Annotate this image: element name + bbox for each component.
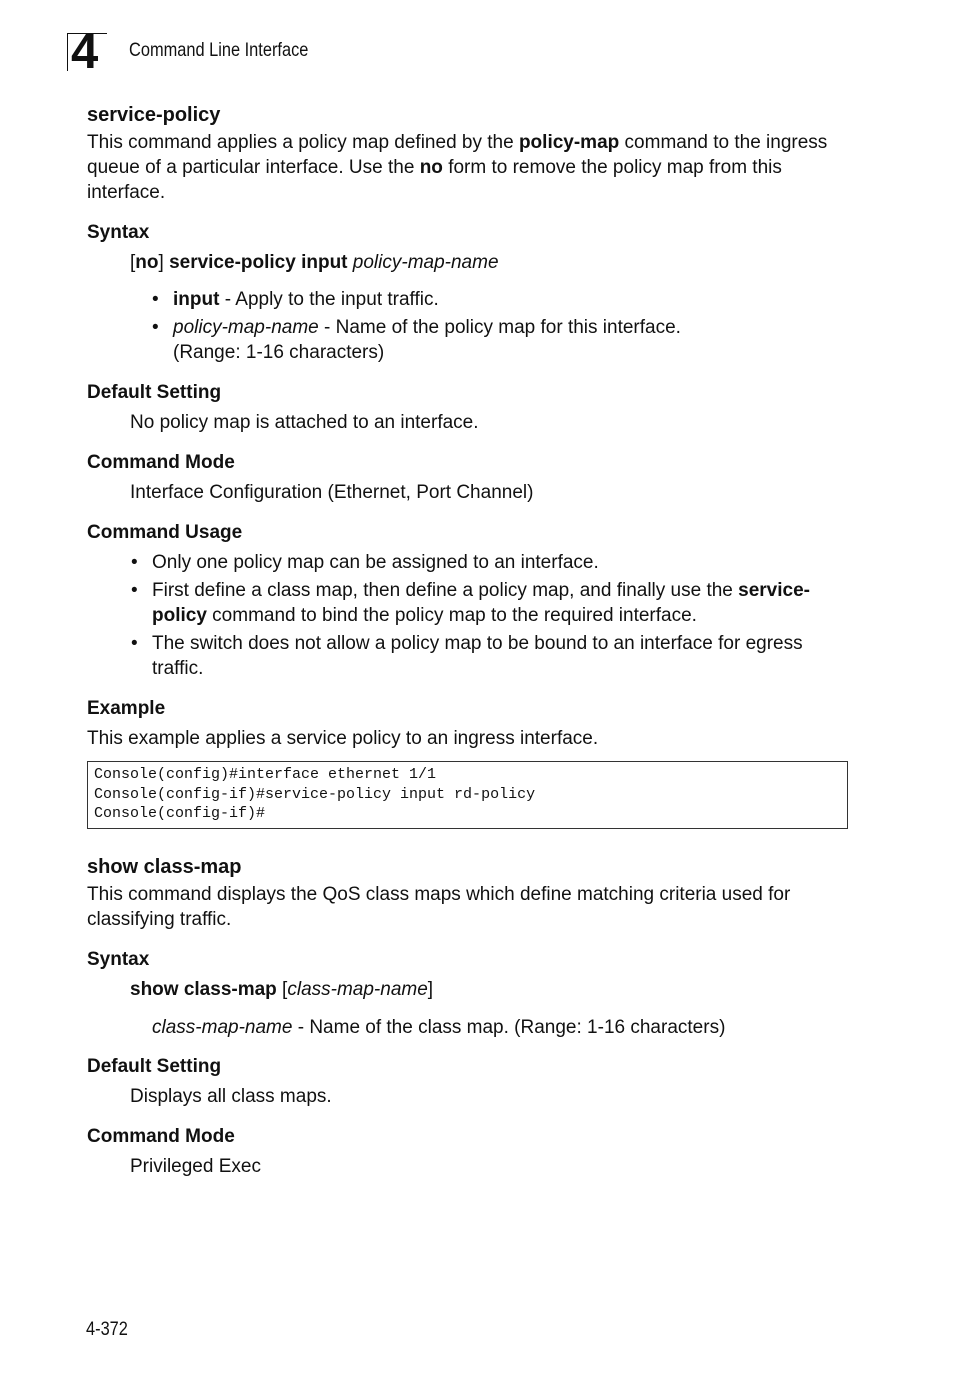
parameter-list	[87, 287, 847, 365]
syntax-line: [no] service-policy input policy-map-name	[130, 252, 499, 273]
command-mode-text: Interface Configuration (Ethernet, Port Channel)	[130, 482, 534, 503]
example-heading: Example	[87, 698, 166, 719]
example-text: This example applies a service policy to an ingress interface.	[87, 728, 599, 749]
list-item: • First define a class map, then define a policy map, and finally use the service-policy command to bind the policy map to the required interface.	[152, 578, 847, 628]
list-item: • Only one policy map can be assigned to an interface.	[152, 550, 847, 575]
chapter-tab	[67, 25, 107, 79]
page-number: 4-372	[86, 1318, 128, 1340]
code-line: Console(config)#interface ethernet 1/1	[94, 766, 437, 783]
default-setting-text: Displays all class maps.	[130, 1085, 332, 1107]
syntax-heading: Syntax	[87, 222, 150, 243]
command-description: This command displays the QoS class maps which define matching criteria used for classifying traffic.	[87, 883, 791, 930]
command-mode-text: Privileged Exec	[130, 1155, 261, 1177]
default-setting-text: No policy map is attached to an interface.	[130, 412, 479, 433]
command-title: service-policy	[87, 104, 221, 126]
syntax-line: show class-map [class-map-name]	[130, 978, 434, 1000]
command-description: This command applies a policy map defined by the policy-map command to the ingress queue of a particular interface. Use the no form to remove the policy map from this interface.	[87, 132, 828, 203]
list-item: • The switch does not allow a policy map to be bound to an interface for egress traffic.	[152, 631, 847, 681]
list-item: • policy-map-name - Name of the policy map for this interface. (Range: 1-16 characters)	[173, 315, 847, 365]
command-mode-heading: Command Mode	[87, 1125, 235, 1147]
command-mode-heading: Command Mode	[87, 452, 235, 473]
chapter-number: 4	[71, 25, 98, 79]
page-content	[87, 102, 847, 1179]
command-title: show class-map	[87, 855, 242, 878]
show-class-map-section	[87, 854, 847, 1179]
syntax-heading: Syntax	[87, 948, 150, 970]
chapter-title: Command Line Interface	[129, 39, 309, 61]
list-item: • input - Apply to the input traffic.	[173, 287, 847, 312]
command-usage-heading: Command Usage	[87, 522, 243, 543]
default-setting-heading: Default Setting	[87, 1055, 222, 1077]
code-example	[87, 761, 848, 829]
usage-list	[87, 550, 847, 681]
parameter-description: class-map-name - Name of the class map. (Range: 1-16 characters)	[152, 1016, 726, 1038]
service-policy-section	[87, 102, 847, 829]
default-setting-heading: Default Setting	[87, 382, 222, 403]
code-line: Console(config-if)#service-policy input rd-policy	[94, 785, 536, 803]
code-line: Console(config-if)#	[94, 805, 266, 822]
